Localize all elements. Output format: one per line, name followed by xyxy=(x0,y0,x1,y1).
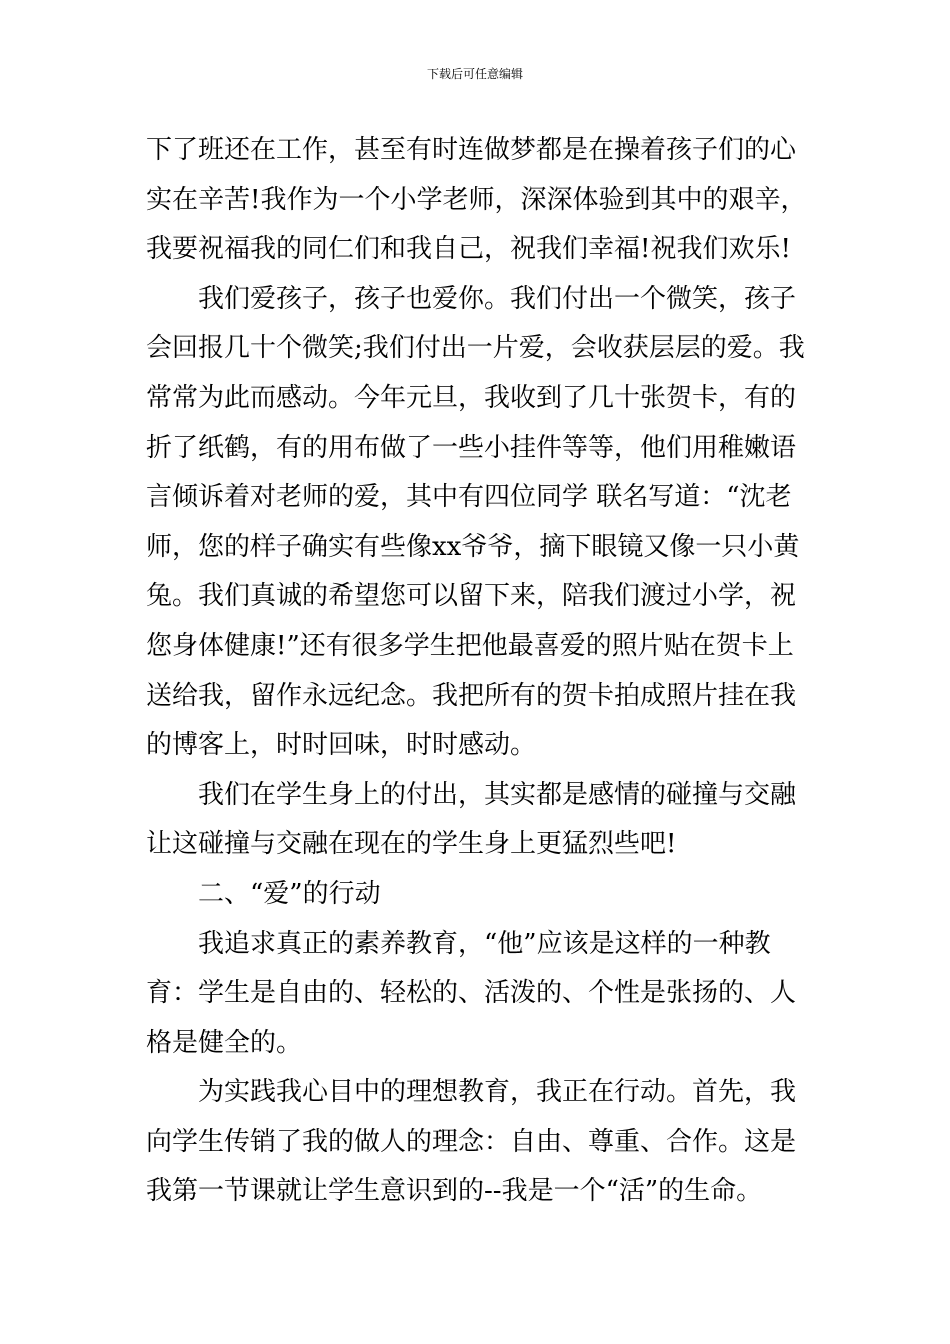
text-line: 送给我，留作永远纪念。我把所有的贺卡拍成照片挂在我 xyxy=(146,680,797,711)
text-line: 兔。我们真诚的希望您可以留下来，陪我们渡过小学，祝 xyxy=(146,581,797,612)
text-line: 二、“爱”的行动 xyxy=(198,878,381,909)
text-line: 言倾诉着对老师的爱，其中有四位同学 联名写道：“沈老 xyxy=(146,482,792,513)
page-header: 下载后可任意编辑 xyxy=(426,67,523,81)
text-line: 会回报几十个微笑;我们付出一片爱，会收获层层的爱。我 xyxy=(146,333,805,364)
text-line: 我要祝福我的同仁们和我自己，祝我们幸福!祝我们欢乐! xyxy=(146,234,791,265)
text-line: 折了纸鹤，有的用布做了一些小挂件等等，他们用稚嫩语 xyxy=(146,432,797,463)
text-line: 您身体健康!”还有很多学生把他最喜爱的照片贴在贺卡上 xyxy=(146,630,794,661)
text-line: 的博客上，时时回味，时时感动。 xyxy=(146,730,537,761)
text-line: 下了班还在工作，甚至有时连做梦都是在操着孩子们的心 xyxy=(146,135,797,165)
text-line: 格是健全的。 xyxy=(146,1027,303,1058)
text-line: 实在辛苦!我作为一个小学老师，深深体验到其中的艰辛， xyxy=(146,184,807,215)
text-line: 为实践我心目中的理想教育，我正在行动。首先，我 xyxy=(198,1077,797,1108)
text-line: 我们在学生身上的付出，其实都是感情的碰撞与交融 xyxy=(198,779,797,810)
text-line: 师，您的样子确实有些像xx爷爷，摘下眼镜又像一只小黄 xyxy=(146,531,800,562)
text-line: 我追求真正的素养教育，“他”应该是这样的一种教 xyxy=(198,928,771,959)
text-line: 我第一节课就让学生意识到的--我是一个“活”的生命。 xyxy=(146,1176,763,1207)
text-line: 让这碰撞与交融在现在的学生身上更猛烈些吧! xyxy=(146,829,677,860)
document-body xyxy=(146,126,810,1217)
text-line: 育：学生是自由的、轻松的、活泼的、个性是张扬的、人 xyxy=(146,978,797,1009)
text-line: 向学生传销了我的做人的理念：自由、尊重、合作。这是 xyxy=(146,1126,797,1157)
text-line: 我们爱孩子，孩子也爱你。我们付出一个微笑，孩子 xyxy=(198,283,797,314)
text-line: 常常为此而感动。今年元旦，我收到了几十张贺卡，有的 xyxy=(146,382,797,413)
